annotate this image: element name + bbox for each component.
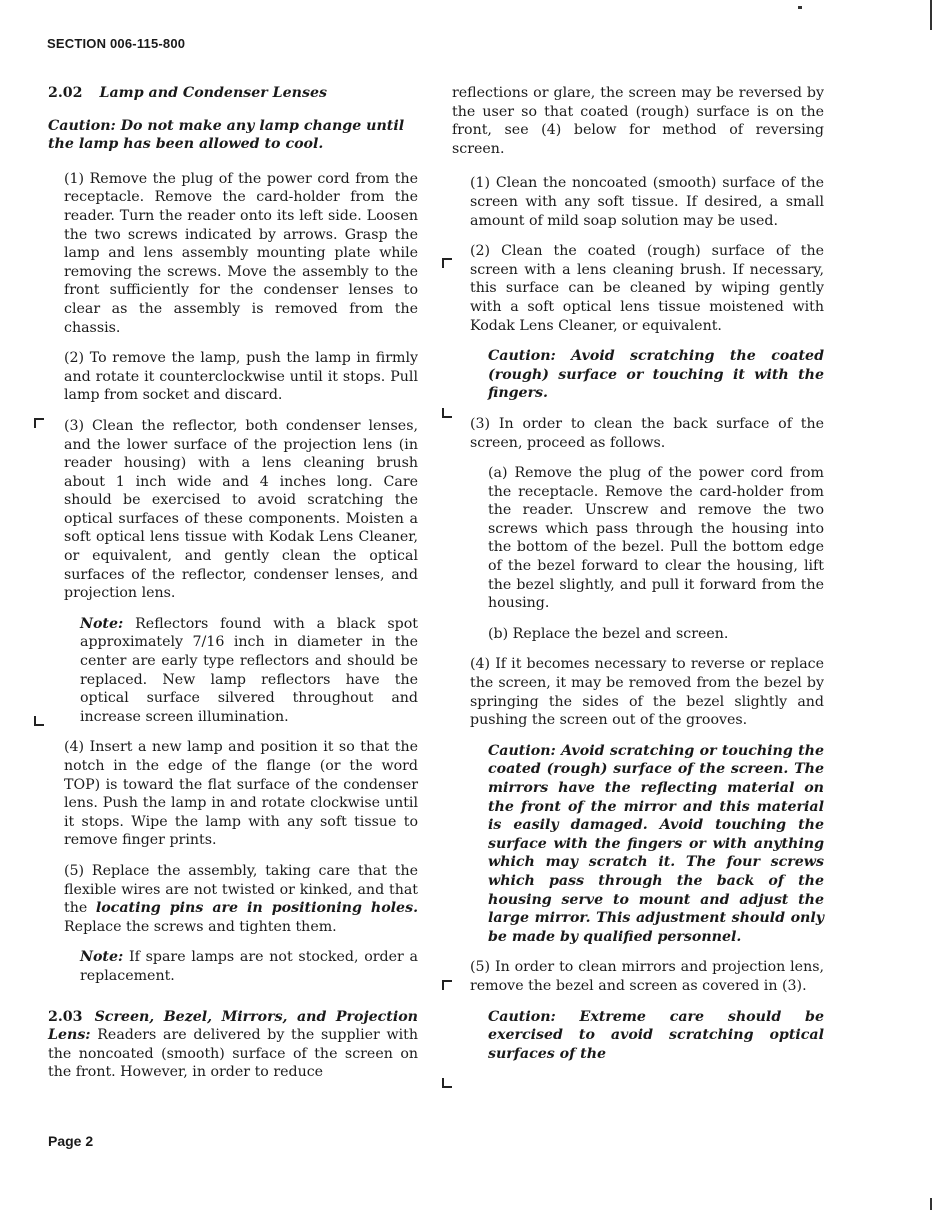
- section-title: Screen, Bezel, Mirrors, and Projection Lens:: [48, 1008, 418, 1044]
- note-label: Note:: [80, 949, 124, 966]
- right-column: [452, 84, 824, 1075]
- change-marker-start-icon: [34, 418, 44, 428]
- note-reflectors: [80, 615, 418, 727]
- section-title: Lamp and Condenser Lenses: [99, 85, 328, 101]
- step-1-clean-noncoated: (1) Clean the noncoated (smooth) surface of the screen with any soft tissue. If desired, a small amount of mild soap solution may be used.: [470, 175, 824, 229]
- note-text: Reflectors found with a black spot approximately 7/16 inch in diameter in the center are early type reflectors and should be replaced. New lamp reflectors have the optical surface silvered throughout and increase screen illumination.: [80, 615, 418, 725]
- step-2-remove-lamp: (2) To remove the lamp, push the lamp in firmly and rotate it counterclockwise until it stops. Pull lamp from socket and discard.: [64, 350, 418, 404]
- note-label: Note:: [80, 615, 124, 632]
- step-1-remove-plug: (1) Remove the plug of the power cord from the receptacle. Remove the card-holder from the reader. Turn the reader onto its left side. Loosen the two screws indicated by arrows. Grasp the lamp and lens assembly mounting plate while removing the screws. Move the assembly to the front sufficiently for the condenser lenses to clear as the assembly is removed from the chassis.: [64, 170, 418, 336]
- step-5-emphasis: locating pins are in positioning holes.: [95, 900, 419, 917]
- left-column: [48, 84, 418, 1094]
- note-spare-lamps: [80, 948, 418, 985]
- section-2-02-heading: [48, 84, 418, 103]
- note-text: If spare lamps are not stocked, order a replacement.: [80, 949, 418, 984]
- section-2-03-paragraph: [48, 1008, 418, 1082]
- change-marker-end-icon: [34, 716, 44, 726]
- step-3-clean-reflector: (3) Clean the reflector, both condenser lenses, and the lower surface of the projection lens (in reader housing) with a lens cleaning brush about 1 inch wide and 4 inches long. Care should be exercised to avoid scratching the optical surfaces of these components. Moisten a soft optical lens tissue with Kodak Lens Cleaner, or equivalent, and gently clean the optical surfaces of the reflector, condenser lenses, and projection lens.: [64, 417, 418, 602]
- edge-mark: [930, 1198, 932, 1210]
- section-text: Readers are delivered by the supplier with the noncoated (smooth) surface of the screen on the front. However, in order to reduce: [48, 1027, 418, 1081]
- continued-text: reflections or glare, the screen may be reversed by the user so that coated (rough) surface is on the front, see (4) below for method of reversing screen.: [452, 85, 824, 157]
- step-5-text-c: Replace the screws and tighten them.: [64, 918, 337, 935]
- step-4-reverse-screen: (4) If it becomes necessary to reverse or replace the screen, it may be removed from the bezel by springing the sides of the bezel slightly and pushing the screen out of the grooves.: [470, 656, 824, 729]
- page-number: Page 2: [48, 1133, 94, 1149]
- step-2-clean-coated: (2) Clean the coated (rough) surface of the screen with a lens cleaning brush. If necessary, this surface can be cleaned by wiping gently with a soft optical lens tissue moistened with Kodak Lens Cleaner, or equivalent.: [470, 243, 824, 334]
- step-3a-remove-bezel: (a) Remove the plug of the power cord from the receptacle. Remove the card-holder from the reader. Unscrew and remove the two screws which pass through the housing into the bottom of the bezel. Pull the bottom edge of the bezel forward to clear the housing, lift the bezel slightly, and pull it forward from the housing.: [488, 465, 824, 612]
- edge-mark: [798, 6, 802, 9]
- caution-coated-surface: Caution: Avoid scratching the coated (rough) surface or touching it with the fingers.: [488, 348, 824, 402]
- change-marker-start-icon: [442, 258, 452, 268]
- caution-lamp-cool: Caution: Do not make any lamp change until the lamp has been allowed to cool.: [48, 117, 405, 153]
- caution-extreme-care: Caution: Extreme care should be exercised to avoid scratching optical surfaces of the: [488, 1008, 824, 1062]
- step-3-clean-back: (3) In order to clean the back surface of the screen, proceed as follows.: [470, 415, 824, 451]
- edge-mark: [930, 0, 932, 30]
- change-marker-start-icon: [442, 980, 452, 990]
- step-5-clean-mirrors: (5) In order to clean mirrors and projection lens, remove the bezel and screen as covered in (3).: [470, 959, 824, 994]
- section-number: 2.03: [48, 1008, 83, 1025]
- section-number: 2.02: [48, 85, 83, 101]
- step-5-replace-assembly: [64, 862, 418, 936]
- step-4-insert-lamp: (4) Insert a new lamp and position it so that the notch in the edge of the flange (or the word TOP) is toward the flat surface of the condenser lens. Push the lamp in and rotate clockwise until it stops. Wipe the lamp with any soft tissue to remove finger prints.: [64, 739, 418, 849]
- step-3b-replace-bezel: (b) Replace the bezel and screen.: [488, 625, 729, 642]
- section-header: SECTION 006-115-800: [47, 36, 186, 51]
- caution-mirrors: Caution: Avoid scratching or touching the coated (rough) surface of the screen. The mirrors have the reflecting material on the front of the mirror and this material is easily damaged. Avoid touching the surface with the fingers or with anything which may scratch it. The four screws which pass through the back of the housing serve to mount and adjust the large mirror. This adjustment should only be made by qualified personnel.: [488, 742, 824, 945]
- change-marker-end-icon: [442, 408, 452, 418]
- step-5-text-a: (5) Replace the assembly, taking care that the flexible wires are not twisted or kinked, and that the: [64, 862, 418, 917]
- change-marker-end-icon: [442, 1078, 452, 1088]
